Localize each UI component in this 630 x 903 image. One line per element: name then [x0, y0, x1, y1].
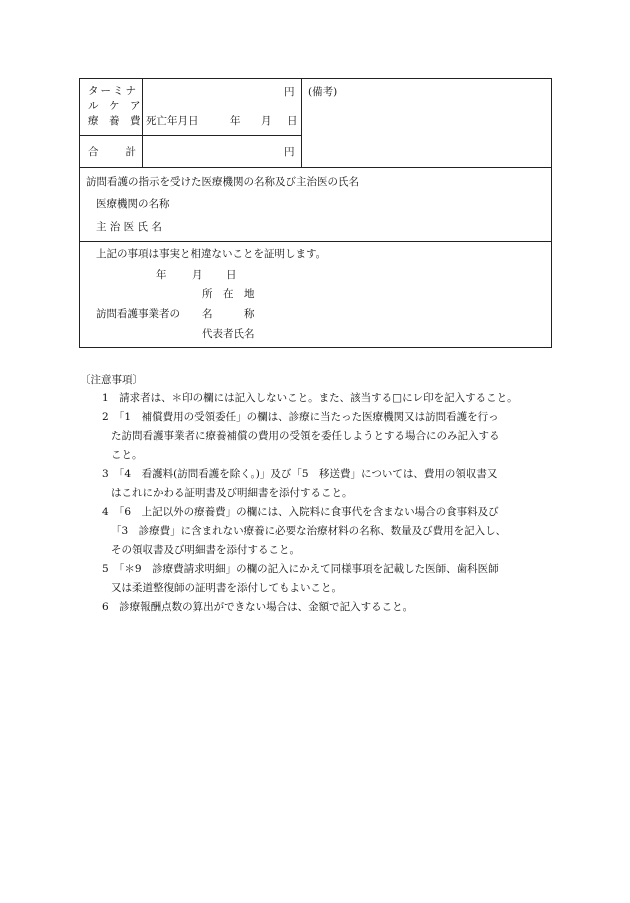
form-table	[79, 78, 552, 348]
certification-day: 日	[226, 269, 237, 281]
terminal-care-label-line1: ターミナ	[88, 85, 138, 97]
note-line: 「3 診療費」に含まれない療養に必要な治療材料の名称、数量及び費用を記入し、	[111, 525, 507, 537]
provider-rep-label: 代表者氏名	[202, 328, 255, 340]
provider-label: 訪問看護事業者の	[96, 308, 180, 320]
note-line: 又は柔道整復師の証明書を添付してもよいこと。	[111, 582, 342, 594]
note-line: 2 「1 補償費用の受領委任」の欄は、診療に当たった医療機関又は訪問看護を行っ	[102, 411, 499, 423]
doctor-name-label: 主 治 医 氏 名	[96, 221, 162, 233]
death-date-year: 年	[230, 115, 241, 127]
column-divider-label	[142, 79, 143, 167]
note-line: こと。	[111, 449, 143, 461]
terminal-care-label-line3: 療 養 費	[88, 115, 141, 127]
note-line: はこれにかわる証明書及び明細書を添付すること。	[111, 487, 353, 499]
row-divider-terminal-total	[80, 135, 301, 136]
total-yen: 円	[284, 146, 295, 158]
column-divider-remarks	[301, 79, 302, 167]
note-line: その領収書及び明細書を添付すること。	[111, 544, 300, 556]
note-line: 5 「＊9 診療費請求明細」の欄の記入にかえて同様事項を記載した医師、歯科医師	[102, 563, 499, 575]
death-date-label: 死亡年月日	[146, 115, 199, 127]
provider-address-label: 所 在 地	[202, 288, 255, 300]
remarks-label: (備考)	[308, 86, 338, 98]
death-date-month: 月	[261, 115, 272, 127]
institution-heading: 訪問看護の指示を受けた医療機関の名称及び主治医の氏名	[86, 176, 359, 188]
note-line: 6 診療報酬点数の算出ができない場合は、金額で記入すること。	[102, 601, 414, 613]
note-line: 1 請求者は、＊印の欄には記入しないこと。また、該当する□にレ印を記入すること。	[102, 392, 518, 404]
row-divider-certification	[80, 241, 551, 242]
certification-year: 年	[156, 269, 167, 281]
note-line: た訪問看護事業者に療養補償の費用の受領を委任しようとする場合にのみ記入する	[111, 430, 500, 442]
notes-heading: 〔注意事項〕	[80, 374, 143, 386]
terminal-care-label-line2: ル ケ ア	[88, 100, 141, 112]
note-line: 4 「6 上記以外の療養費」の欄には、入院料に食事代を含まない場合の食事料及び	[102, 506, 499, 518]
provider-name-label: 名 称	[202, 308, 255, 320]
certification-statement: 上記の事項は事実と相違ないことを証明します。	[96, 248, 327, 260]
institution-name-label: 医療機関の名称	[96, 198, 170, 210]
row-divider-institution	[80, 167, 551, 168]
terminal-care-yen: 円	[284, 86, 295, 98]
note-line: 3 「4 看護料(訪問看護を除く。)」及び「5 移送費」については、費用の領収書又	[102, 468, 498, 480]
death-date-day: 日	[287, 115, 298, 127]
total-label: 合 計	[88, 146, 138, 158]
certification-month: 月	[192, 269, 203, 281]
